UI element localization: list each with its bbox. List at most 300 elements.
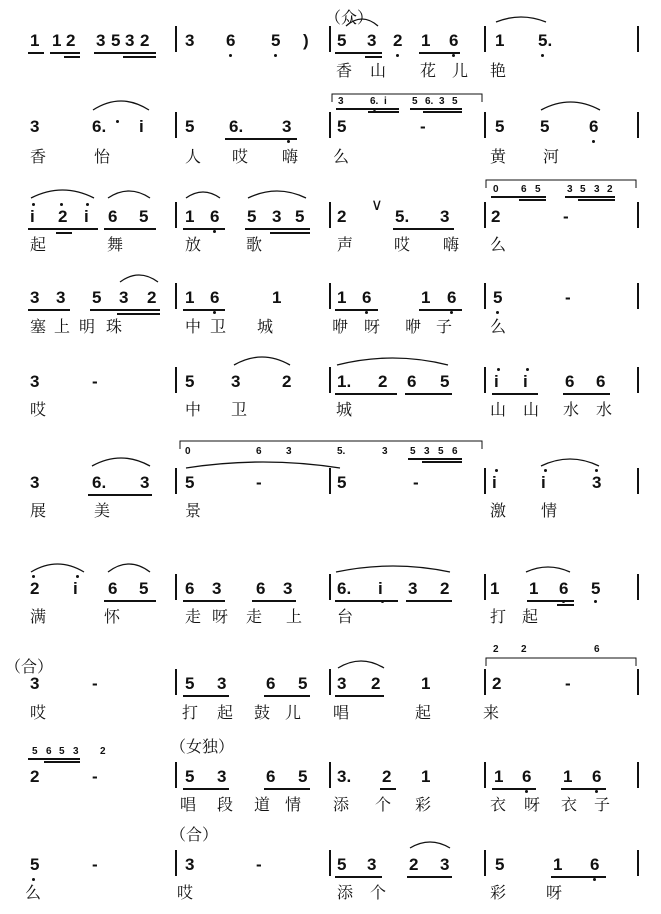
lyric-char: 情 [285,795,302,814]
lyric-char: 起 [217,703,234,722]
octave-dot [365,311,368,314]
lyric-char: 子 [594,795,611,814]
note: 5 [298,767,308,786]
note: 1 [421,31,431,50]
note: 3 [30,372,40,391]
lyric-char: 山 [370,61,387,80]
lyric-char: 哎 [30,703,47,722]
variant-note: 5 [438,446,444,457]
variant-note: 3 [439,96,445,107]
barline [637,202,639,228]
note: 3 [217,674,227,693]
note: i [73,579,78,598]
note: 2 [337,207,347,226]
beam-underline [419,309,462,311]
note: - [92,855,98,874]
lyric-char: 上 [54,317,71,336]
variant-note: 5 [59,746,65,757]
octave-dot [496,311,499,314]
octave-dot [594,600,597,603]
note: 5 [495,855,505,874]
note: i [494,372,499,391]
beam-underline [64,56,80,58]
beam-underline [104,228,156,230]
note: i [492,473,497,492]
note: 5 [185,473,195,492]
octave-dot [274,54,277,57]
lyric-char: 个 [375,795,392,814]
note: 1 [272,288,282,307]
note: 6 [590,855,600,874]
note: 3 [30,117,40,136]
variant-note: 3 [73,746,79,757]
note: 6 [362,288,372,307]
note: i [139,117,144,136]
beam-underline [264,788,310,790]
note: 1 [52,31,62,50]
note: 6. [92,473,107,492]
barline [637,367,639,393]
lyric-char: 儿 [452,61,469,80]
note: - [256,473,262,492]
beam-underline [183,600,225,602]
note: - [256,855,262,874]
lyric-char: 哎 [232,147,249,166]
note: 5 [295,207,305,226]
variant-note: 5 [412,96,418,107]
barline [329,112,331,138]
variant-note: 6. [425,96,434,107]
lyric-char: 段 [217,795,234,814]
section-label: （众） [325,8,374,27]
octave-dot [495,469,498,472]
lyric-char: 么 [333,147,350,166]
note: 5 [92,288,102,307]
octave-dot [373,110,376,113]
note: 6 [522,767,532,786]
lyric-char: 添 [333,795,350,814]
note: 6 [108,207,118,226]
note: 3 [231,372,241,391]
note: i [523,372,528,391]
note: 5 [495,117,505,136]
note: 2 [30,579,40,598]
lyric-char: 衣 [561,795,578,814]
note: 6 [565,372,575,391]
section-label: （合） [5,657,54,676]
barline [637,112,639,138]
note: i [378,579,383,598]
note: 2 [491,207,501,226]
lyric-char: 香 [30,147,47,166]
variant-note: 6 [452,446,458,457]
note: 6 [266,767,276,786]
octave-dot [525,790,528,793]
beam-underline [557,604,574,606]
beam-underline [117,313,160,315]
note: 6. [92,117,107,136]
note: 6 [108,579,118,598]
lyric-char: 放 [185,235,202,254]
lyric-char: 嗨 [443,235,460,254]
lyric-char: 人 [185,147,202,166]
variant-note: 2 [607,184,613,195]
lyric-char: 个 [370,883,387,902]
beam-underline [335,52,382,54]
variant-note: 5 [32,746,38,757]
barline [637,762,639,788]
lyric-char: 山 [490,400,507,419]
octave-dot [593,878,596,881]
lyric-char: 哎 [30,400,47,419]
barline [484,283,486,309]
barline [175,202,177,228]
lyric-char: 黄 [490,147,507,166]
beam-underline [225,138,297,140]
note: - [92,372,98,391]
lyric-char: 中 [185,400,202,419]
barline [484,468,486,494]
note: 1 [185,207,195,226]
section-label: （合） [170,825,219,844]
note: 5 [111,31,121,50]
beam-underline [88,494,152,496]
lyric-char: 道 [254,795,271,814]
lyric-char: 歌 [246,235,263,254]
note: 5 [298,674,308,693]
lyric-char: 情 [541,501,558,520]
note: 3. [337,767,352,786]
variant-note: 6 [256,446,262,457]
beam-underline [94,52,156,54]
beam-underline [551,876,606,878]
note: 3 [272,207,282,226]
barline [175,112,177,138]
beam-underline [123,56,156,58]
variant-note: 6 [594,644,600,655]
note: 2 [58,207,68,226]
lyric-char: 声 [337,235,354,254]
note: 6 [592,767,602,786]
note: 6. [229,117,244,136]
barline [637,468,639,494]
barline [175,468,177,494]
lyric-char: 嗨 [282,147,299,166]
note: 1 [563,767,573,786]
note: 2 [393,31,403,50]
lyric-char: 彩 [490,883,507,902]
note: 1 [495,31,505,50]
barline [484,669,486,695]
note: - [413,473,419,492]
beam-underline [393,228,454,230]
note: 6 [596,372,606,391]
beam-underline [407,876,452,878]
lyric-char: 咿 [405,317,422,336]
barline [175,367,177,393]
lyric-char: 么 [490,235,507,254]
note: 1 [30,31,40,50]
lyric-char: 水 [563,400,580,419]
variant-note: 5 [535,184,541,195]
note: 6. [337,579,352,598]
octave-dot [396,54,399,57]
note: 3 [408,579,418,598]
barline [329,850,331,876]
note: 6 [210,207,220,226]
lyric-char: 哎 [177,883,194,902]
barline [484,574,486,600]
note: 3 [367,31,377,50]
note: 2 [140,31,150,50]
beam-underline [335,695,384,697]
lyric-char: 山 [523,400,540,419]
note: - [563,207,569,226]
note: 2 [30,767,40,786]
note: 5. [538,31,553,50]
lyric-char: 么 [490,317,507,336]
note: 3 [337,674,347,693]
breath-mark: ∨ [371,195,383,214]
beam-underline [56,232,72,234]
lyric-char: 卫 [231,400,248,419]
lyric-char: 鼓 [254,703,271,722]
variant-note: 5 [452,96,458,107]
lyric-char: 舞 [107,235,124,254]
barline [484,762,486,788]
note: 5 [440,372,450,391]
lyric-char: 水 [596,400,613,419]
octave-dot [60,203,63,206]
beam-underline [335,600,398,602]
lyric-char: 城 [257,317,274,336]
barline [175,762,177,788]
note: 3 [125,31,135,50]
lyric-char: 衣 [490,795,507,814]
octave-dot [541,54,544,57]
lyric-char: 激 [490,501,507,520]
barline [484,367,486,393]
note: 2 [382,767,392,786]
note: i [541,473,546,492]
beam-underline [561,788,606,790]
lyric-char: 展 [30,501,47,520]
note: 2 [282,372,292,391]
note: 2 [147,288,157,307]
barline [484,850,486,876]
variant-note: 2 [100,746,106,757]
beam-underline [90,309,160,311]
note: 6 [226,31,236,50]
beam-underline [335,393,397,395]
barline [637,574,639,600]
note: 1 [490,579,500,598]
lyric-char: 呀 [212,607,229,626]
lyric-char: 么 [25,883,42,902]
barline [637,26,639,52]
barline [329,202,331,228]
beam-underline [491,196,546,198]
beam-underline [408,458,462,460]
lyric-char: 唱 [180,795,197,814]
note: 5 [337,473,347,492]
lyric-char: 唱 [333,703,350,722]
barline [329,669,331,695]
note: 6 [210,288,220,307]
variant-note: 3 [338,96,344,107]
note: i [84,207,89,226]
variant-note: 6 [521,184,527,195]
note: 5 [337,31,347,50]
variant-note: 6 [46,746,52,757]
variant-note: 5. [337,446,346,457]
variant-note: i [384,96,387,107]
beam-underline [183,228,225,230]
lyric-char: 来 [483,703,500,722]
lyric-char: 卫 [210,317,227,336]
note: 3 [367,855,377,874]
note: 3 [212,579,222,598]
beam-underline [335,876,382,878]
note: 5 [493,288,503,307]
barline [637,850,639,876]
variant-note: 3 [382,446,388,457]
lyric-char: 呀 [364,317,381,336]
note: - [92,767,98,786]
beam-underline [563,393,610,395]
note: 2 [492,674,502,693]
barline [329,762,331,788]
note: 5 [185,117,195,136]
lyric-char: 艳 [490,61,507,80]
barline [175,669,177,695]
octave-dot [497,368,500,371]
variant-note: 3 [594,184,600,195]
beam-underline [423,111,462,113]
beam-underline [264,695,310,697]
beam-underline [380,788,396,790]
note: - [565,674,571,693]
beam-underline [335,309,378,311]
lyric-char: 台 [337,607,354,626]
beam-underline [28,52,44,54]
note: 3 [592,473,602,492]
lyric-char: 咿 [332,317,349,336]
lyric-char: 香 [336,61,353,80]
lyric-char: 城 [336,400,353,419]
lyric-char: 起 [30,235,47,254]
octave-dot [86,203,89,206]
lyric-char: 满 [30,607,47,626]
note: 1 [337,288,347,307]
lyric-char: 怡 [94,147,111,166]
octave-dot [32,878,35,881]
octave-dot [76,575,79,578]
variant-note: 3 [286,446,292,457]
note: 3 [185,31,195,50]
note: 5. [395,207,410,226]
note: 1 [529,579,539,598]
octave-dot [595,469,598,472]
note: 5 [185,674,195,693]
beam-underline [527,600,574,602]
lyric-char: 花 [420,61,437,80]
note: 1. [337,372,352,391]
note: 3 [140,473,150,492]
note: 2 [378,372,388,391]
barline [175,26,177,52]
note: 5 [337,117,347,136]
beam-underline [565,196,615,198]
note: 1 [421,767,431,786]
lyric-char: 呀 [546,883,563,902]
barline [175,283,177,309]
beam-underline [28,309,70,311]
note: 2 [371,674,381,693]
beam-underline [492,788,536,790]
lyric-char: 起 [522,607,539,626]
lyric-char: 打 [490,607,507,626]
octave-dot [452,54,455,57]
beam-underline [183,309,225,311]
note: 6 [407,372,417,391]
note: 3 [185,855,195,874]
lyric-char: 美 [94,501,111,520]
note: 5 [540,117,550,136]
lyric-char: 子 [436,317,453,336]
variant-note: 2 [521,644,527,655]
variant-note: 2 [493,644,499,655]
note: 3 [440,207,450,226]
variant-note: 5 [580,184,586,195]
note: 3 [56,288,66,307]
barline [484,26,486,52]
octave-dot [116,120,119,123]
variant-note: 0 [493,184,499,195]
beam-underline [578,199,615,201]
beam-underline [336,108,399,110]
lyric-char: 添 [337,883,354,902]
note: 5 [247,207,257,226]
octave-dot [287,140,290,143]
beam-underline [422,461,462,463]
beam-underline [104,600,156,602]
lyric-char: 起 [415,703,432,722]
variant-note: 5 [410,446,416,457]
lyric-char: 塞 [30,317,47,336]
octave-dot [213,230,216,233]
note: 1 [421,674,431,693]
lyric-char: 走 [246,607,263,626]
barline [484,112,486,138]
barline [329,468,331,494]
note: 1 [421,288,431,307]
note: ) [303,31,309,50]
note: - [565,288,571,307]
beam-underline [410,108,462,110]
beam-underline [252,600,296,602]
beam-underline [28,758,80,760]
note: 3 [217,767,227,786]
note: 3 [283,579,293,598]
note: 3 [119,288,129,307]
note: 1 [553,855,563,874]
note: - [92,674,98,693]
beam-underline [519,199,546,201]
beam-underline [270,232,310,234]
note: 2 [66,31,76,50]
octave-dot [32,575,35,578]
